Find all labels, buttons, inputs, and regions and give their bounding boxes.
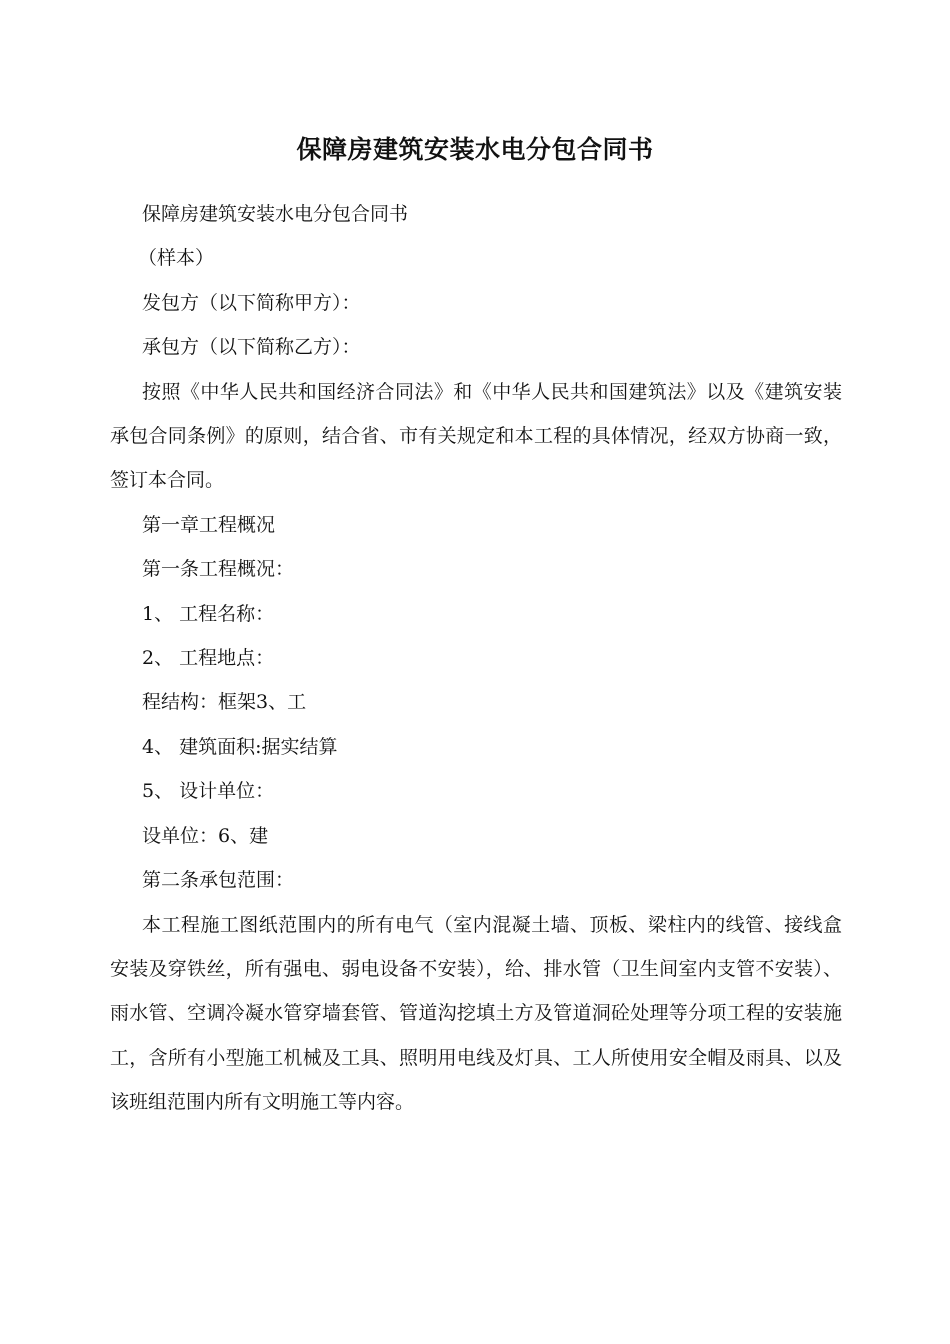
paragraph-item-5: 5、 设计单位：	[142, 780, 275, 803]
paragraph-article-1: 第一条工程概况：	[142, 558, 295, 581]
paragraph-article-2: 第二条承包范围：	[142, 869, 295, 892]
paragraph-party-a: 发包方（以下简称甲方）：	[142, 291, 361, 314]
paragraph-item-2: 2、 工程地点：	[142, 647, 275, 670]
paragraph-party-b: 承包方（以下简称乙方）：	[142, 336, 361, 359]
document-title: 保障房建筑安装水电分包合同书	[296, 135, 654, 164]
paragraph-item-6: 设单位：6、建	[142, 824, 269, 847]
paragraph-item-4: 4、 建筑面积:据实结算	[142, 735, 338, 758]
document-body	[110, 192, 842, 1125]
paragraph-chapter-1: 第一章工程概况	[142, 513, 276, 536]
paragraph-item-3: 程结构：框架3、工	[142, 691, 307, 714]
paragraph-sample-note: （样本）	[138, 247, 215, 270]
paragraph-subtitle: 保障房建筑安装水电分包合同书	[142, 203, 409, 225]
paragraph-preamble: 按照《中华人民共和国经济合同法》和《中华人民共和国建筑法》以及《建筑安装承包合同条例》的原则，结合省、市有关规定和本工程的具体情况，经双方协商一致，签订本合同。	[110, 380, 842, 492]
paragraph-scope: 本工程施工图纸范围内的所有电气（室内混凝土墙、顶板、梁柱内的线管、接线盒安装及穿铁丝，所有强电、弱电设备不安装），给、排水管（卫生间室内支管不安装）、雨水管、空调冷凝水管穿墙套管、管道沟挖填土方及管道洞砼处理等分项工程的安装施工，含所有小型施工机械及工具、照明用电线及灯具、工人所使用安全帽及雨具、以及该班组范围内所有文明施工等内容。	[110, 913, 842, 1114]
paragraph-item-1: 1、 工程名称：	[142, 602, 275, 625]
